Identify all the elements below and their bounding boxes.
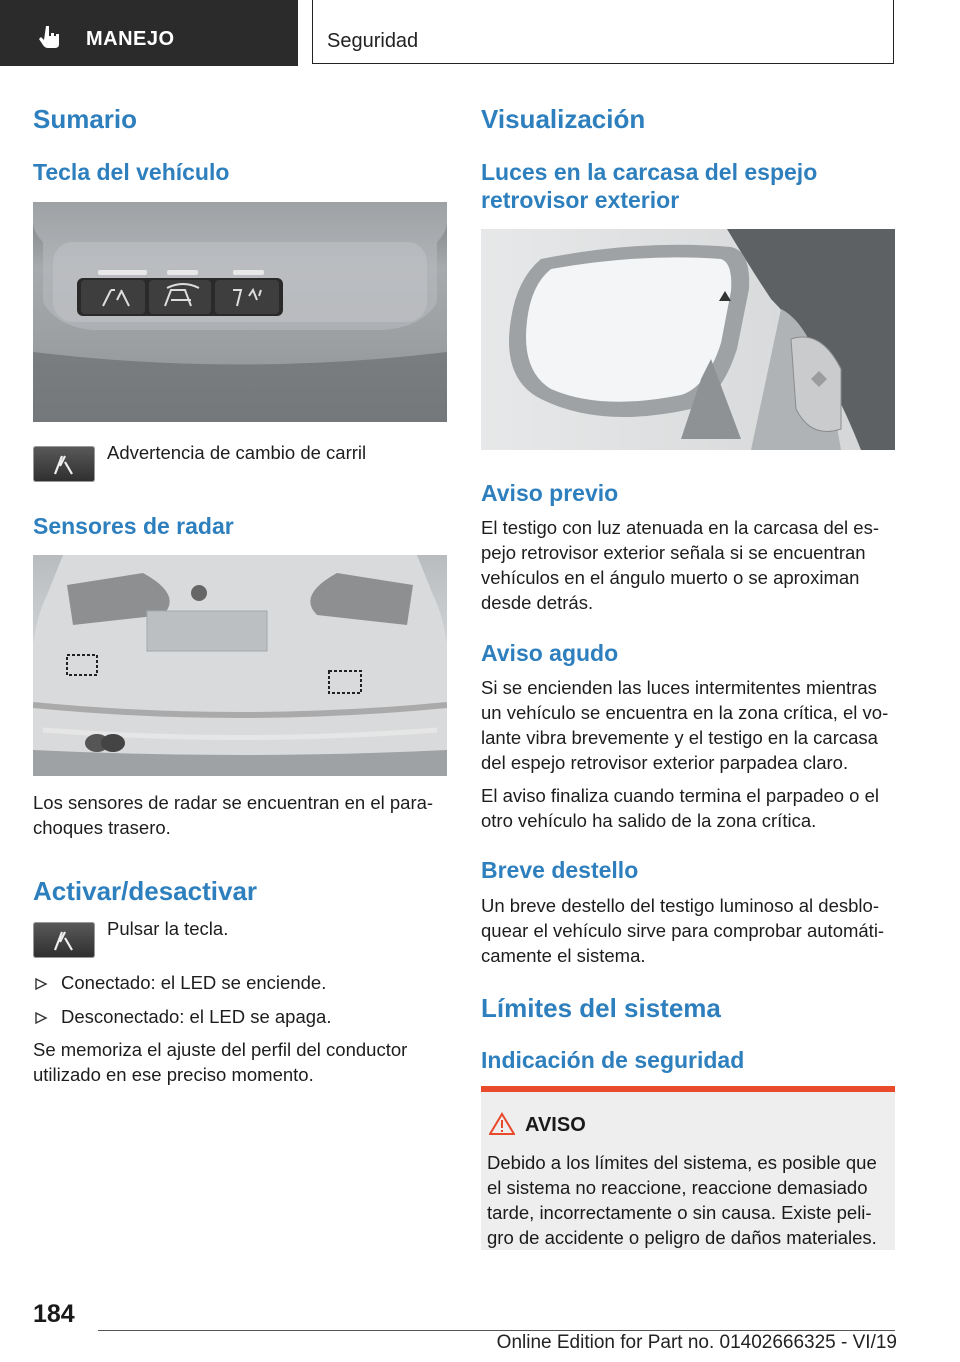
press-key-text: Pulsar la tecla. (107, 918, 229, 939)
mirror-lights-heading-1: Luces en la carcasa del espejo (481, 159, 818, 185)
warning-body: Debido a los límites del sistema, es posible que el sistema no reaccione, reaccione demasiado tarde, incorrectamente o sin causa. Existe peli- gro de accidente o peligro de daños materiales. (487, 1152, 877, 1248)
warning-triangle-icon (489, 1112, 515, 1136)
acute-warning-line-1: Si se encienden las luces intermitentes mientras (481, 677, 877, 698)
chapter-label: Seguridad (327, 30, 419, 52)
acute-warning-end-line-2: otro vehículo ha salido de la zona crítica. (481, 810, 817, 831)
acute-warning-line-2: un vehículo se encuentra en la zona crítica, el vo- (481, 702, 889, 723)
page-number: 184 (33, 1300, 75, 1328)
pre-warning-heading: Aviso previo (481, 480, 619, 506)
section-tab (0, 0, 298, 66)
memo-line-1: Se memoriza el ajuste del perfil del conductor (33, 1039, 408, 1060)
mirror-image (481, 229, 895, 450)
acute-warning-line-4: del espejo retrovisor exterior parpadea claro. (481, 752, 849, 773)
warning-title: AVISO (525, 1114, 586, 1136)
acute-warning-heading: Aviso agudo (481, 640, 619, 666)
brief-flash-line-2: quear el vehículo sirve para comprobar automáti- (481, 920, 885, 941)
section-label: MANEJO (86, 28, 175, 50)
hand-pointer-icon (38, 24, 64, 50)
radar-text-line-1: Los sensores de radar se encuentran en el para- (33, 792, 434, 813)
visualization-title: Visualización (481, 104, 646, 134)
page-header (0, 0, 960, 66)
footer-edition: Online Edition for Part no. 01402666325 - VI/19 (496, 1332, 897, 1353)
triangle-bullet-icon (33, 1010, 49, 1026)
pre-warning-line-4: desde detrás. (481, 592, 594, 613)
lane-change-key-icon (33, 446, 95, 482)
lane-change-key-icon-2 (33, 922, 95, 958)
system-limits-title: Límites del sistema (481, 993, 721, 1023)
pre-warning-line-2: pejo retrovisor exterior señala si se encuentran (481, 542, 866, 563)
warning-box (481, 1086, 895, 1250)
activate-title: Activar/desactivar (33, 876, 258, 906)
radar-sensors-heading: Sensores de radar (33, 513, 234, 539)
triangle-bullet-icon (33, 976, 49, 992)
brief-flash-heading: Breve destello (481, 857, 639, 883)
brief-flash-line-1: Un breve destello del testigo luminoso al desblo- (481, 895, 879, 916)
car-rear-image (33, 555, 447, 776)
mirror-lights-heading-2: retrovisor exterior (481, 187, 680, 213)
chapter-tab (312, 0, 894, 64)
acute-warning-end-line-1: El aviso finaliza cuando termina el parpadeo o el (481, 785, 879, 806)
footer-divider (98, 1330, 895, 1331)
key-caption: Advertencia de cambio de carril (107, 442, 367, 463)
sumario-title: Sumario (33, 104, 138, 134)
pre-warning-line-1: El testigo con luz atenuada en la carcasa del es- (481, 517, 879, 538)
acute-warning-line-3: lante vibra brevemente y el testigo en la carcasa (481, 727, 878, 748)
button-panel-image (33, 202, 447, 422)
pre-warning-line-3: vehículos en el ángulo muerto o se aproximan (481, 567, 860, 588)
safety-note-heading: Indicación de seguridad (481, 1047, 745, 1073)
radar-text-line-2: choques trasero. (33, 817, 171, 838)
memo-line-2: utilizado en ese preciso momento. (33, 1064, 314, 1085)
brief-flash-line-3: camente el sistema. (481, 945, 646, 966)
vehicle-key-heading: Tecla del vehículo (33, 159, 230, 185)
